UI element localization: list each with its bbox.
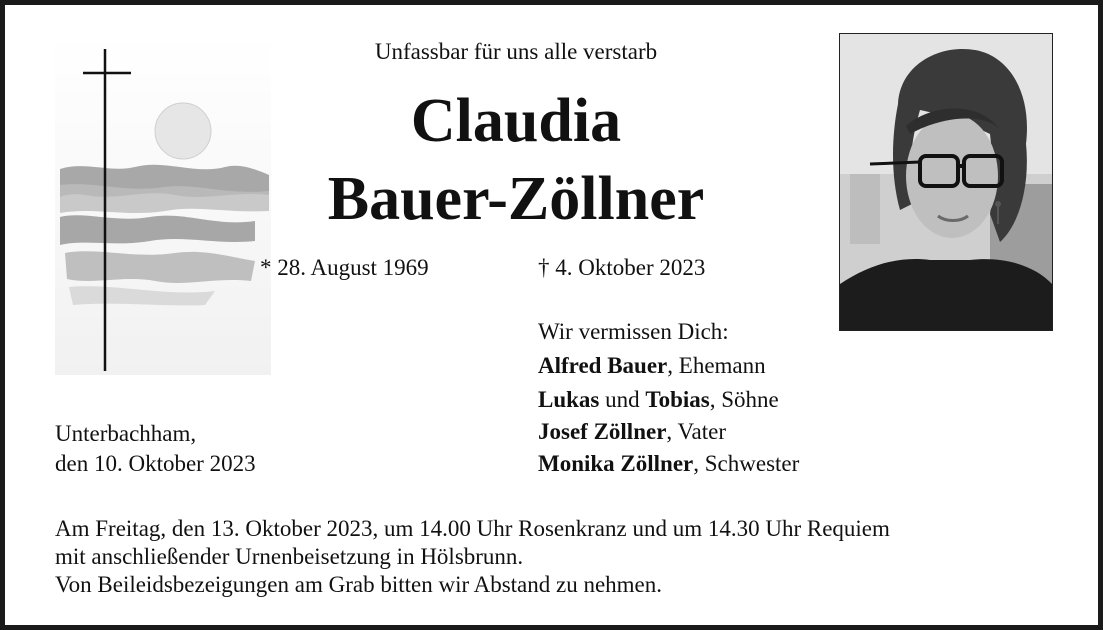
service-line: Von Beileidsbezeigungen am Grab bitten wir Abstand zu nehmen. (55, 572, 663, 597)
mourner-name: Josef Zöllner (538, 419, 667, 444)
deceased-first-name: Claudia (410, 87, 622, 155)
mourner-relation: , Vater (666, 419, 727, 444)
portrait-photo (839, 33, 1053, 331)
birth-date: * 28. August 1969 (260, 255, 429, 280)
intro-text: Unfassbar für uns alle verstarb (374, 39, 658, 64)
portrait-image (840, 34, 1052, 330)
mourner-line (538, 451, 799, 477)
mourners-intro: Wir vermissen Dich: (538, 319, 729, 344)
service-line: mit anschließender Urnenbeisetzung in Hölsbrunn. (55, 544, 524, 569)
mourner-line (538, 387, 779, 413)
mourner-line (538, 419, 726, 445)
death-date: † 4. Oktober 2023 (538, 255, 706, 280)
mourner-name: Lukas (538, 387, 600, 412)
mourner-relation: , Ehemann (667, 353, 766, 378)
mourner-relation: , Söhne (709, 387, 779, 412)
mourner-joiner: und (599, 387, 646, 412)
mourner-relation: , Schwester (693, 451, 800, 476)
mourner-line (538, 353, 766, 379)
notice-date: den 10. Oktober 2023 (55, 451, 256, 476)
place-text: Unterbachham, (55, 421, 197, 446)
mourner-name: Monika Zöllner (538, 451, 694, 476)
mourner-name: Tobias (645, 387, 710, 412)
mourner-name: Alfred Bauer (538, 353, 668, 378)
service-line: Am Freitag, den 13. Oktober 2023, um 14.00 Uhr Rosenkranz und um 14.30 Uhr Requiem (55, 516, 890, 541)
deceased-last-name: Bauer-Zöllner (327, 165, 705, 233)
